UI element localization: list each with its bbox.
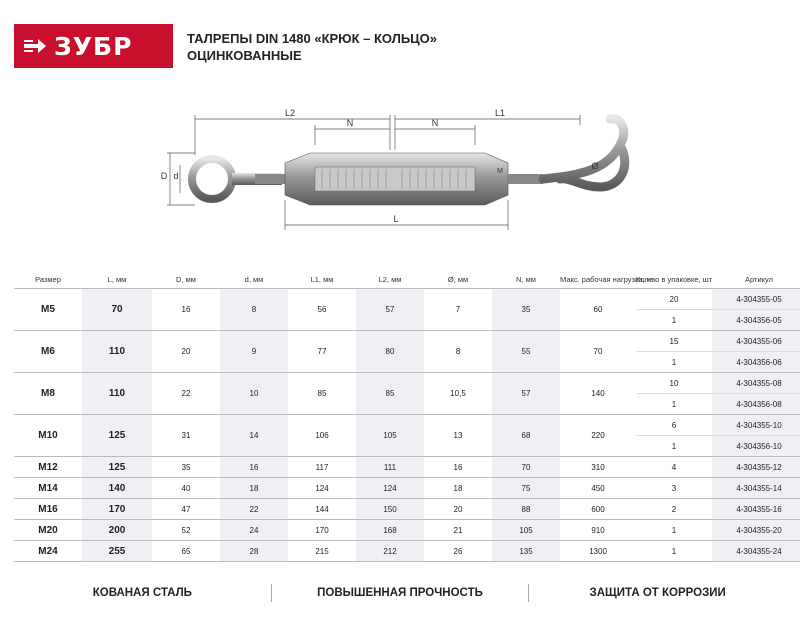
cell-diam: 18 (424, 478, 492, 499)
cell-D: 35 (152, 457, 220, 478)
cell-N: 35 (492, 289, 560, 331)
feature-corrosion-protection: ЗАЩИТА ОТ КОРРОЗИИ (589, 587, 726, 599)
col-header-article: Артикул (712, 270, 800, 289)
col-header-L2: L2, мм (356, 270, 424, 289)
cell-size: M5 (14, 289, 82, 331)
logo-text: ЗУБР (54, 31, 133, 61)
cell-qty: 2 (636, 499, 712, 520)
cell-load: 140 (560, 373, 636, 415)
cell-L1: 170 (288, 520, 356, 541)
cell-article: 4-304355-08 (712, 373, 800, 394)
cell-article: 4-304356-10 (712, 436, 800, 457)
cell-size: M16 (14, 499, 82, 520)
cell-load: 310 (560, 457, 636, 478)
cell-N: 105 (492, 520, 560, 541)
cell-D: 22 (152, 373, 220, 415)
table-row (14, 520, 800, 541)
cell-L2: 150 (356, 499, 424, 520)
cell-d: 18 (220, 478, 288, 499)
table-row (14, 331, 800, 352)
cell-d: 28 (220, 541, 288, 562)
cell-N: 88 (492, 499, 560, 520)
cell-article: 4-304355-20 (712, 520, 800, 541)
cell-L1: 144 (288, 499, 356, 520)
cell-article: 4-304356-06 (712, 352, 800, 373)
cell-diam: 21 (424, 520, 492, 541)
cell-size: M20 (14, 520, 82, 541)
col-header-load: Макс. рабочая нагрузка, кг (560, 270, 636, 289)
title-line-1: ТАЛРЕПЫ DIN 1480 «КРЮК – КОЛЬЦО» (187, 31, 438, 46)
label-M: M (497, 168, 503, 175)
cell-qty: 1 (636, 352, 712, 373)
cell-d: 9 (220, 331, 288, 373)
cell-qty: 1 (636, 436, 712, 457)
cell-L: 255 (82, 541, 152, 562)
col-header-diam: Ø, мм (424, 270, 492, 289)
cell-size: M6 (14, 331, 82, 373)
table-row (14, 289, 800, 310)
cell-D: 16 (152, 289, 220, 331)
label-d: d (173, 171, 179, 181)
cell-size: M14 (14, 478, 82, 499)
page-title (187, 30, 437, 64)
cell-L2: 57 (356, 289, 424, 331)
cell-d: 14 (220, 415, 288, 457)
cell-size: M10 (14, 415, 82, 457)
cell-L: 140 (82, 478, 152, 499)
col-header-D: D, мм (152, 270, 220, 289)
cell-L1: 117 (288, 457, 356, 478)
cell-L2: 111 (356, 457, 424, 478)
cell-qty: 10 (636, 373, 712, 394)
cell-qty: 3 (636, 478, 712, 499)
spec-table (14, 270, 800, 562)
table-row (14, 457, 800, 478)
cell-diam: 16 (424, 457, 492, 478)
turnbuckle-diagram (150, 105, 670, 245)
cell-L: 125 (82, 415, 152, 457)
cell-load: 1300 (560, 541, 636, 562)
cell-L: 170 (82, 499, 152, 520)
cell-D: 65 (152, 541, 220, 562)
cell-qty: 6 (636, 415, 712, 436)
cell-load: 70 (560, 331, 636, 373)
cell-article: 4-304355-16 (712, 499, 800, 520)
col-header-L1: L1, мм (288, 270, 356, 289)
cell-D: 31 (152, 415, 220, 457)
cell-L2: 80 (356, 331, 424, 373)
cell-d: 24 (220, 520, 288, 541)
cell-L: 125 (82, 457, 152, 478)
feature-high-strength: ПОВЫШЕННАЯ ПРОЧНОСТЬ (317, 587, 483, 599)
cell-diam: 20 (424, 499, 492, 520)
cell-size: M8 (14, 373, 82, 415)
brand-logo (14, 24, 173, 68)
cell-L1: 124 (288, 478, 356, 499)
cell-L1: 85 (288, 373, 356, 415)
eye-ring (192, 159, 232, 199)
hook (543, 119, 625, 187)
title-line-2: ОЦИНКОВАННЫЕ (187, 48, 302, 63)
feature-bar (14, 578, 786, 608)
cell-diam: 8 (424, 331, 492, 373)
cell-L1: 56 (288, 289, 356, 331)
cell-article: 4-304355-10 (712, 415, 800, 436)
label-D: D (160, 171, 168, 181)
cell-article: 4-304355-12 (712, 457, 800, 478)
cell-L: 110 (82, 373, 152, 415)
cell-qty: 20 (636, 289, 712, 310)
cell-L2: 212 (356, 541, 424, 562)
arrow-icon (24, 38, 46, 54)
cell-load: 220 (560, 415, 636, 457)
table-body (14, 289, 800, 562)
cell-article: 4-304356-05 (712, 310, 800, 331)
cell-load: 60 (560, 289, 636, 331)
cell-d: 8 (220, 289, 288, 331)
cell-qty: 1 (636, 310, 712, 331)
label-L: L (393, 214, 399, 224)
cell-L: 110 (82, 331, 152, 373)
cell-qty: 1 (636, 541, 712, 562)
col-header-size: Размер (14, 270, 82, 289)
cell-N: 55 (492, 331, 560, 373)
table-row (14, 541, 800, 562)
cell-L2: 168 (356, 520, 424, 541)
cell-load: 450 (560, 478, 636, 499)
cell-D: 52 (152, 520, 220, 541)
table-row (14, 478, 800, 499)
cell-N: 135 (492, 541, 560, 562)
col-header-d: d, мм (220, 270, 288, 289)
table-row (14, 415, 800, 436)
cell-N: 70 (492, 457, 560, 478)
cell-L2: 124 (356, 478, 424, 499)
cell-N: 75 (492, 478, 560, 499)
cell-diam: 13 (424, 415, 492, 457)
cell-article: 4-304355-24 (712, 541, 800, 562)
cell-L2: 105 (356, 415, 424, 457)
label-L2: L2 (284, 108, 296, 118)
cell-N: 57 (492, 373, 560, 415)
cell-diam: 10,5 (424, 373, 492, 415)
cell-article: 4-304355-06 (712, 331, 800, 352)
cell-d: 22 (220, 499, 288, 520)
cell-size: M24 (14, 541, 82, 562)
cell-N: 68 (492, 415, 560, 457)
cell-D: 20 (152, 331, 220, 373)
label-L1: L1 (494, 108, 506, 118)
cell-article: 4-304356-08 (712, 394, 800, 415)
cell-L: 70 (82, 289, 152, 331)
col-header-qty: Кол-во в упаковке, шт (636, 270, 712, 289)
feature-forged-steel: КОВАНАЯ СТАЛЬ (92, 587, 192, 599)
cell-d: 16 (220, 457, 288, 478)
cell-L: 200 (82, 520, 152, 541)
cell-L2: 85 (356, 373, 424, 415)
cell-D: 40 (152, 478, 220, 499)
cell-size: M12 (14, 457, 82, 478)
col-header-N: N, мм (492, 270, 560, 289)
cell-diam: 26 (424, 541, 492, 562)
table-row (14, 373, 800, 394)
table-row (14, 499, 800, 520)
col-header-L: L, мм (82, 270, 152, 289)
cell-d: 10 (220, 373, 288, 415)
cell-load: 600 (560, 499, 636, 520)
cell-load: 910 (560, 520, 636, 541)
cell-qty: 15 (636, 331, 712, 352)
cell-article: 4-304355-14 (712, 478, 800, 499)
label-N-left: N (346, 118, 354, 128)
cell-D: 47 (152, 499, 220, 520)
cell-L1: 215 (288, 541, 356, 562)
cell-L1: 106 (288, 415, 356, 457)
cell-L1: 77 (288, 331, 356, 373)
cell-qty: 1 (636, 520, 712, 541)
cell-qty: 4 (636, 457, 712, 478)
label-N-right: N (431, 118, 439, 128)
label-diam: Ø (591, 161, 599, 171)
table-header-row (14, 270, 800, 289)
cell-qty: 1 (636, 394, 712, 415)
cell-diam: 7 (424, 289, 492, 331)
cell-article: 4-304355-05 (712, 289, 800, 310)
